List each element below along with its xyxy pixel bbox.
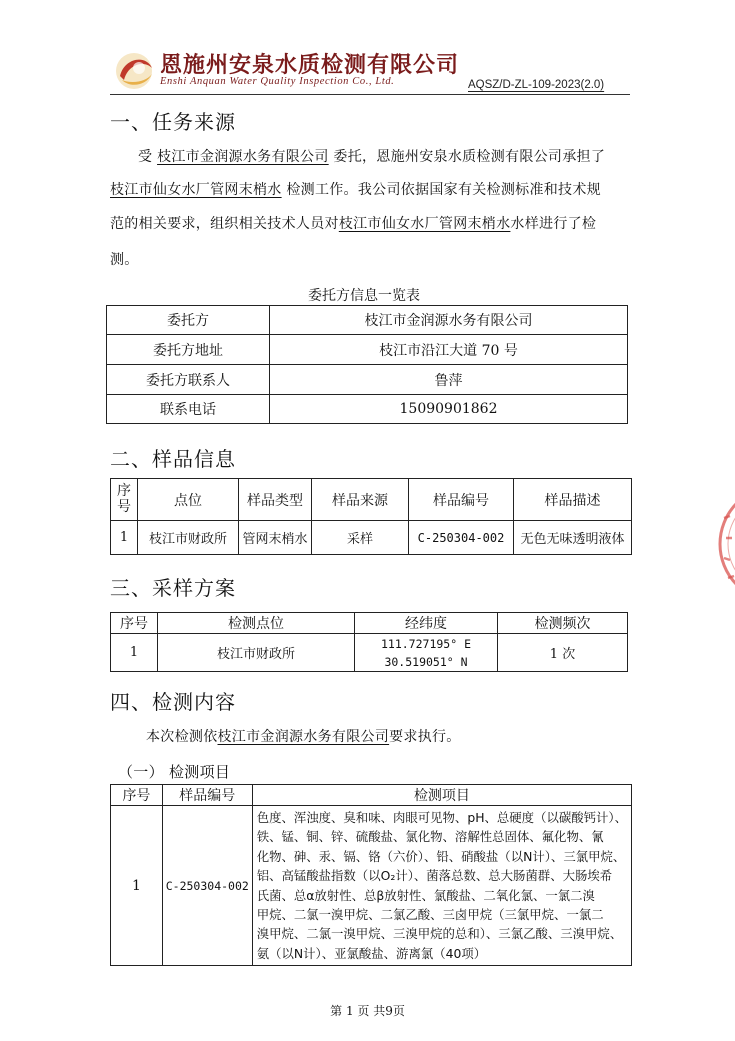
table-cell: 1 bbox=[111, 521, 138, 555]
table-row bbox=[107, 395, 628, 424]
text-fragment: 水样进行了检 bbox=[510, 216, 597, 232]
text-fragment: 受 bbox=[138, 149, 158, 165]
text-fragment: 范的相关要求，组织相关技术人员对 bbox=[110, 216, 339, 232]
test-items-line: 氨（以N计）、亚氯酸盐、游离氯（40项） bbox=[256, 945, 487, 961]
header-cell: 样品来源 bbox=[312, 479, 409, 521]
table-caption: 委托方信息一览表 bbox=[308, 288, 420, 304]
section-title-sampling-plan: 三、采样方案 bbox=[110, 576, 236, 600]
paragraph-line: 测。 bbox=[110, 252, 139, 268]
table-cell-label: 委托方联系人 bbox=[107, 365, 270, 395]
text-fragment: 委托，恩施州安泉水质检测有限公司承担了 bbox=[328, 149, 606, 165]
table-header-row bbox=[111, 613, 628, 634]
text-fragment: 本次检测依 bbox=[146, 729, 218, 745]
test-items-line: 溴甲烷、二氯一溴甲烷、三溴甲烷的总和）、三氯乙酸、三溴甲烷、 bbox=[256, 926, 623, 942]
test-items-cell bbox=[252, 806, 631, 966]
table-header-row bbox=[111, 785, 632, 806]
table-cell-value: 鲁萍 bbox=[270, 365, 628, 395]
test-items-line: 化物、砷、汞、镉、铬（六价）、铅、硝酸盐（以N计）、三氯甲烷、 bbox=[256, 848, 626, 864]
company-name-en: Enshi Anquan Water Quality Inspection Co., Ltd. bbox=[160, 76, 395, 87]
table-cell-label: 联系电话 bbox=[107, 395, 270, 424]
table-cell: 无色无味透明液体 bbox=[514, 521, 632, 555]
document-code: AQSZ/D-ZL-109-2023(2.0) bbox=[468, 79, 605, 91]
section-title-test-content: 四、检测内容 bbox=[110, 690, 236, 714]
paragraph-line bbox=[110, 179, 601, 199]
coordinates-cell bbox=[355, 634, 498, 672]
header-cell: 点位 bbox=[138, 479, 239, 521]
red-seal-stamp-icon bbox=[712, 478, 735, 618]
table-cell-value: 15090901862 bbox=[270, 395, 628, 424]
test-items-line: 氏菌、总α放射性、总β放射性、氯酸盐、二氧化氯、一氯二溴 bbox=[256, 887, 595, 903]
table-cell: C-250304-002 bbox=[409, 521, 514, 555]
project-name: 枝江市仙女水厂管网末梢水 bbox=[338, 216, 511, 232]
test-items-line: 铁、锰、铜、锌、硫酸盐、氯化物、溶解性总固体、氟化物、氰 bbox=[256, 829, 604, 845]
table-cell-label: 委托方 bbox=[107, 306, 270, 335]
table-cell-label: 委托方地址 bbox=[107, 335, 270, 365]
header-cell: 样品编号 bbox=[409, 479, 514, 521]
table-row bbox=[111, 806, 632, 966]
table-row bbox=[107, 306, 628, 335]
section-title-task-source: 一、任务来源 bbox=[110, 110, 236, 134]
table-row bbox=[107, 335, 628, 365]
client-info-table bbox=[106, 305, 628, 424]
sampling-plan-table bbox=[110, 612, 628, 672]
test-items-line: 色度、浑浊度、臭和味、肉眼可见物、pH、总硬度（以碳酸钙计）、 bbox=[256, 810, 627, 825]
project-name: 枝江市仙女水厂管网末梢水 bbox=[110, 182, 282, 198]
subsection-title: （一） 检测项目 bbox=[118, 763, 231, 781]
section-title-sample-info: 二、样品信息 bbox=[110, 447, 236, 471]
header-cell: 序号 bbox=[111, 785, 163, 806]
header-divider bbox=[110, 94, 630, 95]
paragraph-line bbox=[146, 726, 461, 746]
client-name: 枝江市金润源水务有限公司 bbox=[217, 729, 390, 745]
paragraph-line bbox=[138, 146, 605, 166]
longitude: 111.727195° E bbox=[380, 636, 471, 651]
table-row bbox=[107, 365, 628, 395]
table-header-row bbox=[111, 479, 632, 521]
water-drop-logo-icon bbox=[112, 50, 158, 92]
header-cell: 样品类型 bbox=[239, 479, 312, 521]
header-cell: 检测频次 bbox=[498, 613, 628, 634]
header-cell: 检测项目 bbox=[252, 785, 631, 806]
test-items-table bbox=[110, 784, 632, 966]
table-cell-value: 枝江市金润源水务有限公司 bbox=[270, 306, 628, 335]
header-cell: 检测点位 bbox=[158, 613, 355, 634]
test-items-line: 甲烷、二氯一溴甲烷、二氯乙酸、三卤甲烷（三氯甲烷、一氯二 bbox=[256, 907, 604, 923]
table-cell: 1 次 bbox=[498, 634, 628, 672]
table-row bbox=[111, 634, 628, 672]
latitude: 30.519051° N bbox=[384, 654, 468, 669]
table-cell: C-250304-002 bbox=[162, 806, 252, 966]
table-cell: 1 bbox=[111, 806, 163, 966]
table-cell: 采样 bbox=[312, 521, 409, 555]
header-cell: 经纬度 bbox=[355, 613, 498, 634]
table-cell: 枝江市财政所 bbox=[158, 634, 355, 672]
test-items-line: 铝、高锰酸盐指数（以O₂计）、菌落总数、总大肠菌群、大肠埃希 bbox=[256, 868, 613, 884]
header-cell: 样品描述 bbox=[514, 479, 632, 521]
table-cell: 枝江市财政所 bbox=[138, 521, 239, 555]
text-fragment: 要求执行。 bbox=[389, 729, 461, 745]
table-cell: 管网末梢水 bbox=[239, 521, 312, 555]
sample-info-table bbox=[110, 478, 632, 555]
paragraph-line bbox=[110, 213, 596, 233]
text-fragment: 检测工作。我公司依据国家有关检测标准和技术规 bbox=[281, 182, 601, 198]
header-cell: 序号 bbox=[111, 613, 158, 634]
table-row bbox=[111, 521, 632, 555]
client-name: 枝江市金润源水务有限公司 bbox=[157, 149, 329, 165]
header-cell: 序号 bbox=[111, 479, 138, 521]
table-cell-value: 枝江市沿江大道 70 号 bbox=[270, 335, 628, 365]
header-cell: 样品编号 bbox=[162, 785, 252, 806]
table-cell: 1 bbox=[111, 634, 158, 672]
page-number: 第 1 页 共9页 bbox=[330, 1004, 405, 1018]
company-name-cn: 恩施州安泉水质检测有限公司 bbox=[160, 53, 460, 78]
